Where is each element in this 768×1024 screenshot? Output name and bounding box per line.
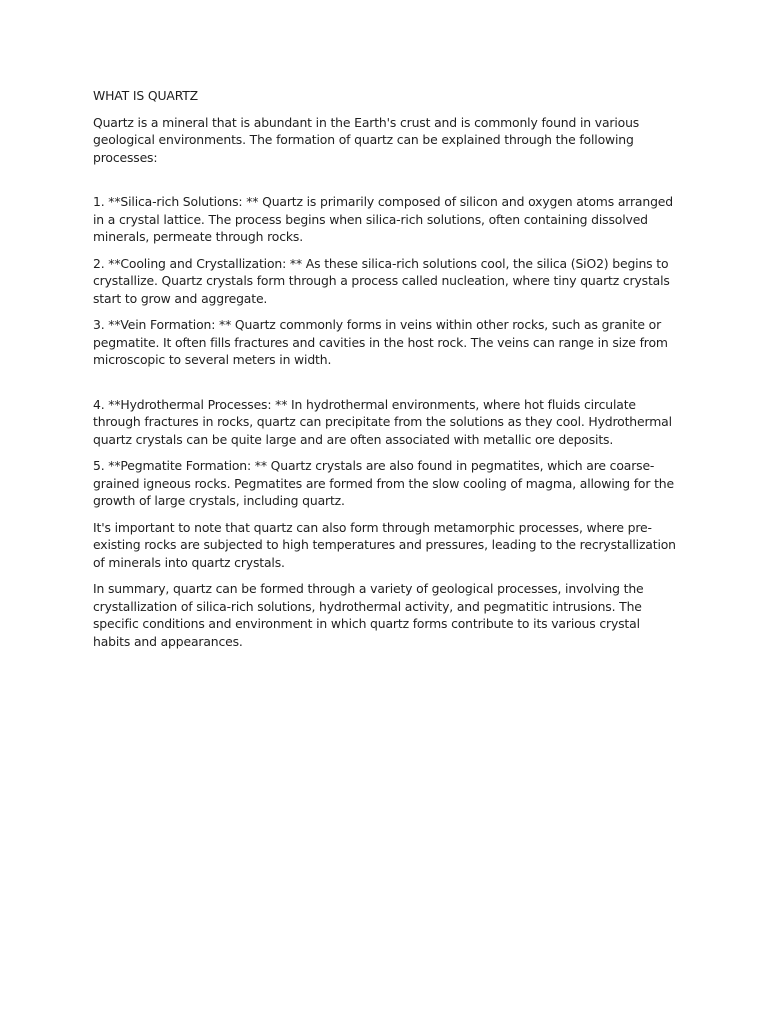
- intro-paragraph: Quartz is a mineral that is abundant in the Earth's crust and is commonly found in various geological environments. The formation of quartz can be explained through the following processes:: [93, 114, 640, 165]
- list-item: 5. **Pegmatite Formation: ** Quartz crystals are also found in pegmatites, which are coarse-grained igneous rocks. Pegmatites are formed from the slow cooling of magma, allowing for the growth of large crystals, including quartz.: [93, 458, 674, 508]
- blank-line: [93, 378, 677, 396]
- document-title: WHAT IS QUARTZ: [93, 88, 199, 103]
- summary-paragraph: In summary, quartz can be formed through a variety of geological processes, involving the crystallization of silica-rich solutions, hydrothermal activity, and pegmatitic intrusions. The specific conditions and environment in which quartz forms contribute to its various crystal habits and appearances.: [93, 581, 644, 649]
- blank-line: [93, 175, 677, 193]
- list-item: 2. **Cooling and Crystallization: ** As these silica-rich solutions cool, the silica (SiO2) begins to crystallize. Quartz crystals form through a process called nucleation, where tiny quartz crystals start to grow and aggregate.: [93, 255, 670, 306]
- list-item: 3. **Vein Formation: ** Quartz commonly forms in veins within other rocks, such as granite or pegmatite. It often fills fractures and cavities in the host rock. The veins can range in size from microscopic to several meters in width.: [93, 317, 668, 367]
- list-item: 1. **Silica-rich Solutions: ** Quartz is primarily composed of silicon and oxygen atoms arranged in a crystal lattice. The process begins when silica-rich solutions, often containing dissolved minerals, permeate through rocks.: [93, 194, 673, 244]
- list-item: 4. **Hydrothermal Processes: ** In hydrothermal environments, where hot fluids circulate through fractures in rocks, quartz can precipitate from the solutions as they cool. Hydrothermal quartz crystals can be quite large and are often associated with metallic ore deposits.: [93, 396, 672, 447]
- note-paragraph: It's important to note that quartz can also form through metamorphic processes, where pre-existing rocks are subjected to high temperatures and pressures, leading to the recrystallization of minerals into quartz crystals.: [93, 519, 676, 570]
- document-page: [93, 87, 677, 659]
